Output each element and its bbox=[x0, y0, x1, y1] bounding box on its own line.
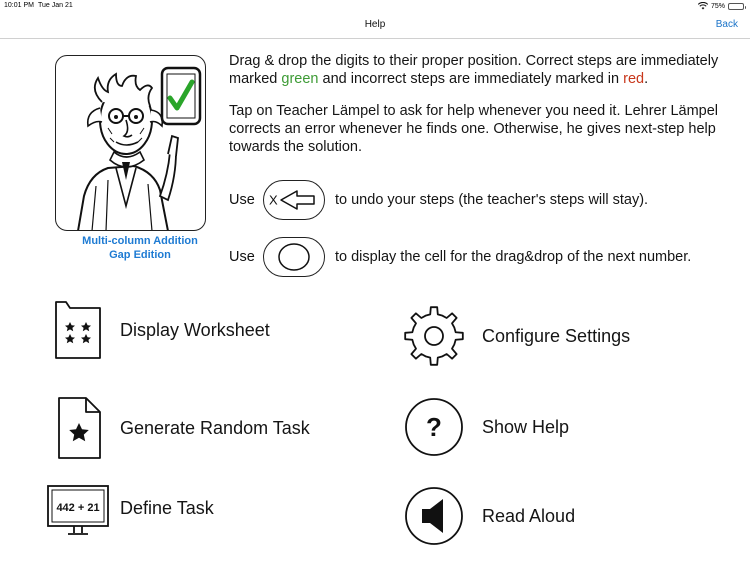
undo-help-row bbox=[229, 179, 648, 221]
teacher-lampel-illustration bbox=[56, 56, 206, 231]
next-cell-use-label: Use bbox=[229, 249, 255, 265]
page-title: Help bbox=[364, 19, 386, 30]
worksheet-icon bbox=[46, 298, 110, 362]
help-paragraph-2: Tap on Teacher Lämpel to ask for help whenever you need it. Lehrer Lämpel corrects an error whenever he finds one. Otherwise, he gives next-step help towards the solution. bbox=[229, 103, 719, 155]
app-name-line1: Multi-column Addition bbox=[82, 235, 198, 247]
show-help-label: Show Help bbox=[482, 416, 570, 437]
speaker-icon bbox=[402, 484, 466, 548]
display-worksheet-label: Display Worksheet bbox=[120, 319, 270, 340]
configure-settings-button[interactable] bbox=[402, 304, 630, 368]
read-aloud-label: Read Aloud bbox=[482, 505, 576, 526]
display-worksheet-button[interactable] bbox=[46, 298, 270, 362]
read-aloud-button[interactable] bbox=[402, 484, 575, 548]
configure-settings-label: Configure Settings bbox=[482, 325, 631, 346]
help-p1-start: Drag & drop the digits to their proper position. Correct steps are immediately marked bbox=[229, 53, 719, 87]
show-help-button[interactable] bbox=[402, 395, 569, 459]
gear-hole bbox=[425, 327, 443, 345]
next-cell-button[interactable] bbox=[263, 237, 325, 277]
define-task-screen-text: 442 + 21 bbox=[56, 502, 100, 514]
app-icon-card bbox=[55, 55, 206, 231]
status-bar bbox=[0, 0, 750, 12]
status-date: Tue Jan 21 bbox=[38, 2, 73, 9]
help-paragraph-1 bbox=[229, 52, 729, 88]
random-task-icon bbox=[46, 396, 110, 460]
monitor-icon bbox=[46, 476, 110, 540]
nav-bar bbox=[0, 12, 750, 39]
next-cell-description: to display the cell for the drag&drop of the next number. bbox=[335, 249, 692, 265]
gear-icon bbox=[402, 304, 466, 368]
circle-icon bbox=[276, 242, 312, 272]
help-p1-end: . bbox=[644, 71, 649, 87]
app-name bbox=[40, 234, 240, 262]
generate-random-task-label: Generate Random Task bbox=[120, 417, 310, 438]
app-name-line2: Gap Edition bbox=[109, 249, 171, 261]
question-glyph: ? bbox=[426, 412, 442, 442]
define-task-button[interactable] bbox=[46, 476, 214, 540]
green-word: green bbox=[281, 71, 319, 87]
undo-button[interactable] bbox=[263, 180, 325, 220]
undo-description: to undo your steps (the teacher's steps will stay). bbox=[335, 192, 649, 208]
undo-x-label: X bbox=[269, 192, 278, 208]
next-cell-help-row bbox=[229, 236, 691, 278]
define-task-label: Define Task bbox=[120, 497, 214, 518]
battery-icon bbox=[728, 3, 744, 10]
generate-random-task-button[interactable] bbox=[46, 396, 310, 460]
status-time: 10:01 PM bbox=[4, 2, 34, 9]
red-word: red bbox=[623, 71, 645, 87]
battery-percent: 75% bbox=[710, 2, 725, 10]
help-text bbox=[229, 52, 729, 156]
help-p1-middle: and incorrect steps are immediately marked in bbox=[318, 71, 624, 87]
question-icon bbox=[402, 395, 466, 459]
status-right bbox=[698, 2, 744, 10]
wifi-icon bbox=[698, 2, 708, 10]
undo-arrow-icon bbox=[268, 188, 320, 212]
back-button[interactable]: Back bbox=[715, 19, 738, 30]
undo-use-label: Use bbox=[229, 192, 255, 208]
